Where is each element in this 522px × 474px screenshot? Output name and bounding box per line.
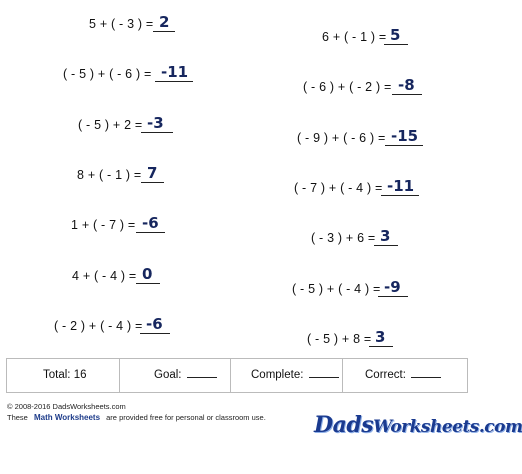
problem-answer: -11 <box>155 63 193 82</box>
problem-14 <box>230 329 460 351</box>
problem-11 <box>0 266 230 288</box>
problem-13 <box>0 316 230 338</box>
problem-8 <box>230 178 460 200</box>
score-correct <box>343 359 467 392</box>
problem-answer: 3 <box>369 328 393 347</box>
problem-12 <box>230 279 460 301</box>
problem-answer: 2 <box>153 13 175 32</box>
problem-expression: ( - 5 ) + ( - 6 ) = <box>63 67 152 81</box>
score-total <box>7 359 120 392</box>
problem-answer: 5 <box>384 26 408 45</box>
problem-expression: ( - 5 ) + ( - 4 ) = <box>292 282 381 296</box>
problem-9 <box>0 215 230 237</box>
problem-expression: ( - 3 ) + 6 = <box>311 231 376 245</box>
copyright-line <box>7 402 126 411</box>
problem-expression: ( - 7 ) + ( - 4 ) = <box>294 181 383 195</box>
problem-answer: -11 <box>381 177 419 196</box>
problem-answer: -8 <box>392 76 422 95</box>
logo-dads: Dads <box>314 412 374 438</box>
total-value: 16 <box>73 369 87 381</box>
problem-expression: 6 + ( - 1 ) = <box>322 30 387 44</box>
problem-4 <box>230 77 460 99</box>
problem-expression: 8 + ( - 1 ) = <box>77 168 142 182</box>
problem-expression: 1 + ( - 7 ) = <box>71 218 136 232</box>
math-worksheets-link[interactable]: Math Worksheets <box>33 413 101 422</box>
problem-answer: -3 <box>141 114 173 133</box>
problem-answer: 3 <box>374 227 398 246</box>
problem-answer: -6 <box>136 214 165 233</box>
problem-5 <box>0 115 230 137</box>
problem-expression: ( - 5 ) + 8 = <box>307 332 372 346</box>
score-complete <box>231 359 343 392</box>
problem-10 <box>230 228 460 250</box>
logo-worksheets: Worksheets.com <box>373 417 522 437</box>
problem-expression: 5 + ( - 3 ) = <box>89 17 154 31</box>
problem-6 <box>230 128 460 150</box>
goal-label: Goal: <box>154 369 182 381</box>
score-box <box>6 358 468 393</box>
problem-answer: 7 <box>141 164 164 183</box>
correct-label: Correct: <box>365 369 406 381</box>
correct-blank <box>411 367 441 378</box>
problem-1 <box>0 14 230 36</box>
problem-expression: 4 + ( - 4 ) = <box>72 269 137 283</box>
problem-answer: -6 <box>140 315 170 334</box>
problem-answer: 0 <box>136 265 160 284</box>
logo-wordmark <box>314 412 522 438</box>
copyright-text: © 2008-2016 DadsWorksheets.com <box>7 402 126 411</box>
usage-note-suffix: are provided free for personal or classroom use. <box>106 413 266 422</box>
problem-expression: ( - 5 ) + 2 = <box>78 118 143 132</box>
complete-blank <box>309 367 339 378</box>
total-label: Total: <box>43 369 71 381</box>
problem-expression: ( - 2 ) + ( - 4 ) = <box>54 319 143 333</box>
score-goal <box>120 359 231 392</box>
problem-7 <box>0 165 230 187</box>
usage-note-prefix: These <box>7 413 28 422</box>
problem-3 <box>0 64 230 86</box>
usage-note <box>7 413 266 422</box>
problem-answer: -9 <box>378 278 408 297</box>
problem-expression: ( - 6 ) + ( - 2 ) = <box>303 80 392 94</box>
problem-answer: -15 <box>385 127 423 146</box>
goal-blank <box>187 367 217 378</box>
complete-label: Complete: <box>251 369 304 381</box>
dadsworksheets-logo[interactable] <box>314 410 522 440</box>
problem-2 <box>230 27 460 49</box>
problem-expression: ( - 9 ) + ( - 6 ) = <box>297 131 386 145</box>
